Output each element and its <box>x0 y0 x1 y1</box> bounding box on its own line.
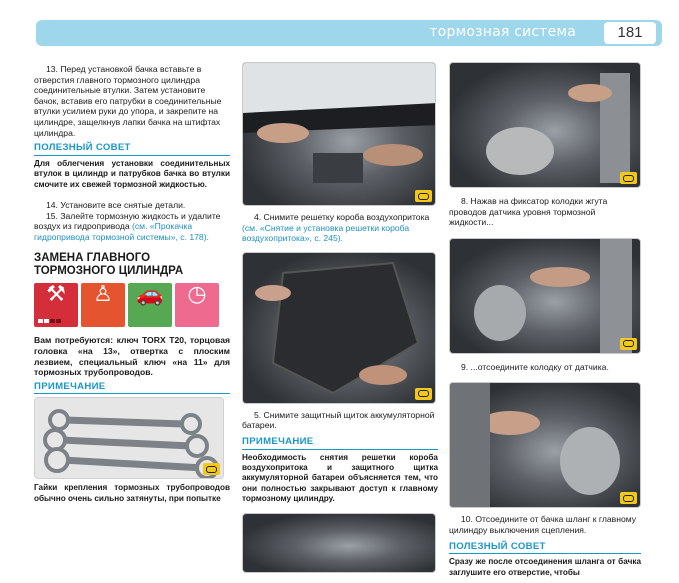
step-8: 8. Нажав на фиксатор колодки жгута проводов датчика уровня тормозной жидкости... <box>449 196 608 228</box>
step-15 <box>34 211 230 243</box>
car-lift-icon: 🚗 <box>128 283 172 327</box>
page-header-bar <box>36 20 662 46</box>
photo-battery-shield <box>242 252 436 404</box>
tip-text: Для облегчения установки соединительных втулок в цилиндр и патрубков бачка во втулки смочите их свежей тормозной жидкостью. <box>34 158 230 189</box>
camera-icon <box>620 172 637 184</box>
camera-icon <box>620 338 637 350</box>
step-9: 9. ...отсоедините колодку от датчика. <box>461 361 609 372</box>
photo-sensor-connector <box>449 238 641 354</box>
section-title: тормозная система <box>429 24 576 40</box>
camera-icon <box>203 463 220 475</box>
tools-icon: ⚒ <box>34 283 78 327</box>
camera-icon <box>415 190 432 202</box>
camera-icon <box>620 492 637 504</box>
note-text: Необходимость снятия решетки короба воздухопритока и защитного щитка аккумуляторной батареи объясняется тем, что они полностью закрывают доступ к главному тормозному цилиндру. <box>242 452 438 504</box>
tip-text: Сразу же после отсоединения шланга от бачка заглушите его отверстие, чтобы <box>449 557 641 577</box>
tip-heading: ПОЛЕЗНЫЙ СОВЕТ <box>34 143 230 156</box>
camera-icon <box>415 388 432 400</box>
note-heading: ПРИМЕЧАНИЕ <box>34 382 230 395</box>
page-number: 181 <box>604 22 656 44</box>
tip-heading: ПОЛЕЗНЫЙ СОВЕТ <box>449 542 641 555</box>
step-15-ref-link[interactable]: (см. «Прокачка гидропривода тормозной системы», с. 178). <box>34 221 209 242</box>
person-icon: ♙ <box>81 283 125 327</box>
tools-required: Вам потребуются: ключ TORX T20, торцовая головка «на 13», отвертка с плоским лезвием, специальный ключ «на 11» для тормозных трубопроводов. <box>34 335 230 378</box>
column-left <box>34 64 230 504</box>
info-icons <box>34 283 230 327</box>
step-4-text: 4. Снимите решетку короба воздухопритока <box>254 212 430 222</box>
step-5: 5. Снимите защитный щиток аккумуляторной батареи. <box>242 409 435 431</box>
photo-air-intake-grille <box>242 62 436 206</box>
tool-caption: Гайки крепления тормозных трубопроводов обычно очень сильно затянуты, при попытке <box>34 483 230 503</box>
step-13: 13. Перед установкой бачка вставьте в отверстия главного тормозного цилиндра соединительные втулки. Затем установите бачок, вставив его патрубки в соединительные втулки усилием руки до упора, и закрепите на цилиндре, защелкнув лапки бачка на штифтах цилиндра. <box>34 64 222 138</box>
step-4-ref-link[interactable]: (см. «Снятие и установка решетки короба воздухопритока», с. 245). <box>242 222 410 244</box>
wrench-photo <box>34 397 224 479</box>
column-right <box>449 62 641 578</box>
clock-icon: ◷ <box>175 283 219 327</box>
column-middle <box>242 62 438 573</box>
step-15-text: 15. Залейте тормозную жидкость и удалите воздух из гидропривода <box>34 210 221 232</box>
step-10: 10. Отсоедините от бачка шланг к главному цилиндру выключения сцепления. <box>449 514 637 535</box>
photo-clutch-hose <box>449 382 641 508</box>
step-4 <box>242 212 438 244</box>
section-main-title: ЗАМЕНА ГЛАВНОГО ТОРМОЗНОГО ЦИЛИНДРА <box>34 252 184 278</box>
step-14: 14. Установите все снятые детали. <box>46 199 186 210</box>
photo-harness-connector <box>449 62 641 188</box>
note-heading: ПРИМЕЧАНИЕ <box>242 437 438 450</box>
photo-cylinder-bottom <box>242 513 436 573</box>
